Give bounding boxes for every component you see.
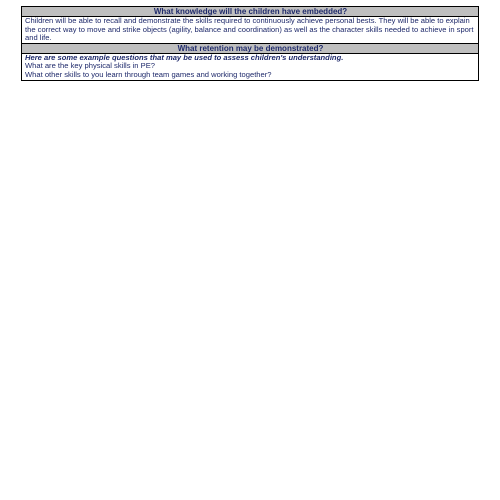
knowledge-body-cell (22, 17, 479, 44)
knowledge-paragraph: Children will be able to recall and demonstrate the skills required to continuously achieve personal bests. They will be able to explain the correct way to move and strike objects (agility, balance and coordination) as well as the character skills needed to achieve in sport and life. (25, 16, 474, 43)
knowledge-table (21, 6, 479, 81)
retention-intro: Here are some example questions that may be used to assess children's understanding. (25, 52, 344, 62)
retention-heading: What retention may be demonstrated? (22, 43, 479, 53)
knowledge-heading-row (22, 7, 479, 17)
retention-body-cell (22, 53, 479, 80)
question-item: What are the key physical skills in PE? (25, 61, 155, 71)
knowledge-body-row (22, 17, 479, 44)
question-item: What other skills to you learn through team games and working together? (25, 69, 272, 79)
knowledge-heading: What knowledge will the children have embedded? (22, 7, 479, 17)
retention-body-row (22, 53, 479, 80)
retention-heading-row (22, 43, 479, 53)
